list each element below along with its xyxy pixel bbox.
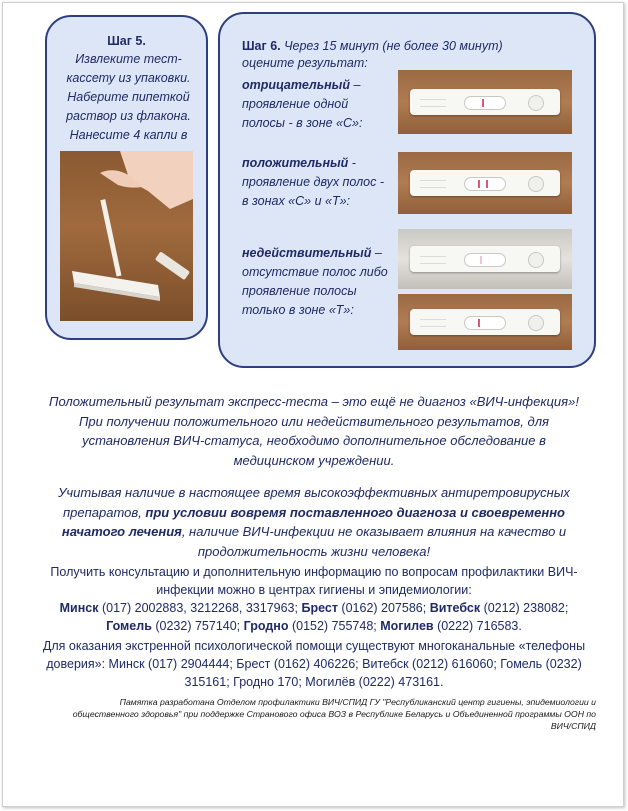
city-phones: (017) 2002883, 3212268, 3317963; bbox=[98, 601, 302, 615]
result-desc: отсутствие полос либо проявление полосы только в зоне «Т»: bbox=[242, 265, 388, 317]
sample-well bbox=[528, 95, 544, 111]
step6-heading bbox=[242, 38, 532, 72]
result-term: отрицательный bbox=[242, 78, 350, 92]
test-cassette bbox=[410, 89, 560, 115]
city-phones: (0162) 207586; bbox=[337, 601, 430, 615]
control-line bbox=[486, 180, 488, 188]
sample-well bbox=[528, 315, 544, 331]
test-cassette bbox=[410, 170, 560, 196]
city-phones: (0232) 757140; bbox=[151, 619, 244, 633]
consultation-info bbox=[40, 563, 588, 635]
footer-credit: Памятка разработана Отделом профилактики ВИЧ/СПИД ГУ "Республиканский центр гигиены, эпидемиологии и общественного здоровья" при поддержке Странового офиса ВОЗ в Республике Беларусь и Объединенной программы ООН по ВИЧ/СПИД bbox=[72, 697, 596, 731]
step5-box bbox=[45, 15, 208, 340]
city-name: Гомель bbox=[106, 619, 152, 633]
step5-title: Шаг 5. bbox=[107, 34, 146, 48]
notice-treatment-emphasis: при условии вовремя поставленного диагноза и своевременно начатого лечения bbox=[61, 504, 565, 539]
test-cassette bbox=[410, 309, 560, 335]
city-phones: (0212) 238082; bbox=[480, 601, 569, 615]
result-desc: проявление одной полосы - в зоне «С»: bbox=[242, 97, 363, 130]
invalid-cassette-photo-t-only bbox=[398, 294, 572, 350]
result-positive: положительный - проявление двух полос - в зонах «С» и «Т»: bbox=[242, 156, 384, 208]
consultation-intro: Получить консультацию и дополнительную информацию по вопросам профилактики ВИЧ-инфекции можно в центрах гигиены и эпидемиологии: bbox=[50, 565, 578, 597]
result-desc: проявление двух полос - в зонах «С» и «Т»: bbox=[242, 175, 384, 208]
city-name: Витебск bbox=[429, 601, 481, 615]
test-line bbox=[478, 180, 480, 188]
city-name: Брест bbox=[301, 601, 338, 615]
control-line bbox=[482, 99, 484, 107]
step6-intro: Через 15 минут (не более 30 минут) оцените результат: bbox=[242, 39, 503, 70]
notice-treatment: Учитывая наличие в настоящее время высокоэффективных антиретровирусных препаратов, при условии вовремя поставленного диагноза и своевременно начатого лечения, наличие ВИЧ-инфекции не оказывает влияния на качество и продолжительность жизни человека! bbox=[58, 485, 570, 559]
step6-title: Шаг 6. bbox=[242, 39, 281, 53]
faint-line bbox=[480, 256, 482, 264]
step5-text: Извлеките тест-кассету из упаковки. Наберите пипеткой раствор из флакона. Нанесите 4 капли в bbox=[66, 52, 191, 142]
sample-well bbox=[528, 252, 544, 268]
sample-well bbox=[528, 176, 544, 192]
hotline-info: Для оказания экстренной психологической помощи существуют многоканальные «телефоны доверия»: Минск (017) 2904444; Брест (0162) 406226; Витебск (0212) 616060; Гомель (0232) 315161; Гродно 170; Могилёв (0222) 473161. bbox=[42, 639, 586, 689]
city-name: Гродно bbox=[243, 619, 289, 633]
result-term: недействительный bbox=[242, 246, 372, 260]
result-negative: отрицательный – проявление одной полосы - в зоне «С»: bbox=[242, 78, 363, 130]
hand-pipette-photo bbox=[60, 151, 193, 321]
test-line bbox=[478, 319, 480, 327]
result-term: положительный bbox=[242, 156, 349, 170]
city-name: Могилев bbox=[380, 619, 434, 633]
notice-diagnosis: Положительный результат экспресс-теста – это ещё не диагноз «ВИЧ-инфекция»! При получении положительного или недействительного результатов, для установления ВИЧ-статуса, необходимо дополнительное обследование в медицинском учреждении. bbox=[49, 394, 579, 468]
step6-box bbox=[218, 12, 596, 368]
negative-cassette-photo bbox=[398, 70, 572, 134]
test-cassette bbox=[410, 246, 560, 272]
result-invalid: недействительный – отсутствие полос либо проявление полосы только в зоне «Т»: bbox=[242, 246, 388, 317]
positive-cassette-photo bbox=[398, 152, 572, 214]
invalid-cassette-photo-empty bbox=[398, 229, 572, 289]
city-name: Минск bbox=[59, 601, 99, 615]
city-phones: (0152) 755748; bbox=[288, 619, 381, 633]
city-phones: (0222) 716583. bbox=[433, 619, 522, 633]
hand-pipette-illustration bbox=[60, 151, 193, 321]
